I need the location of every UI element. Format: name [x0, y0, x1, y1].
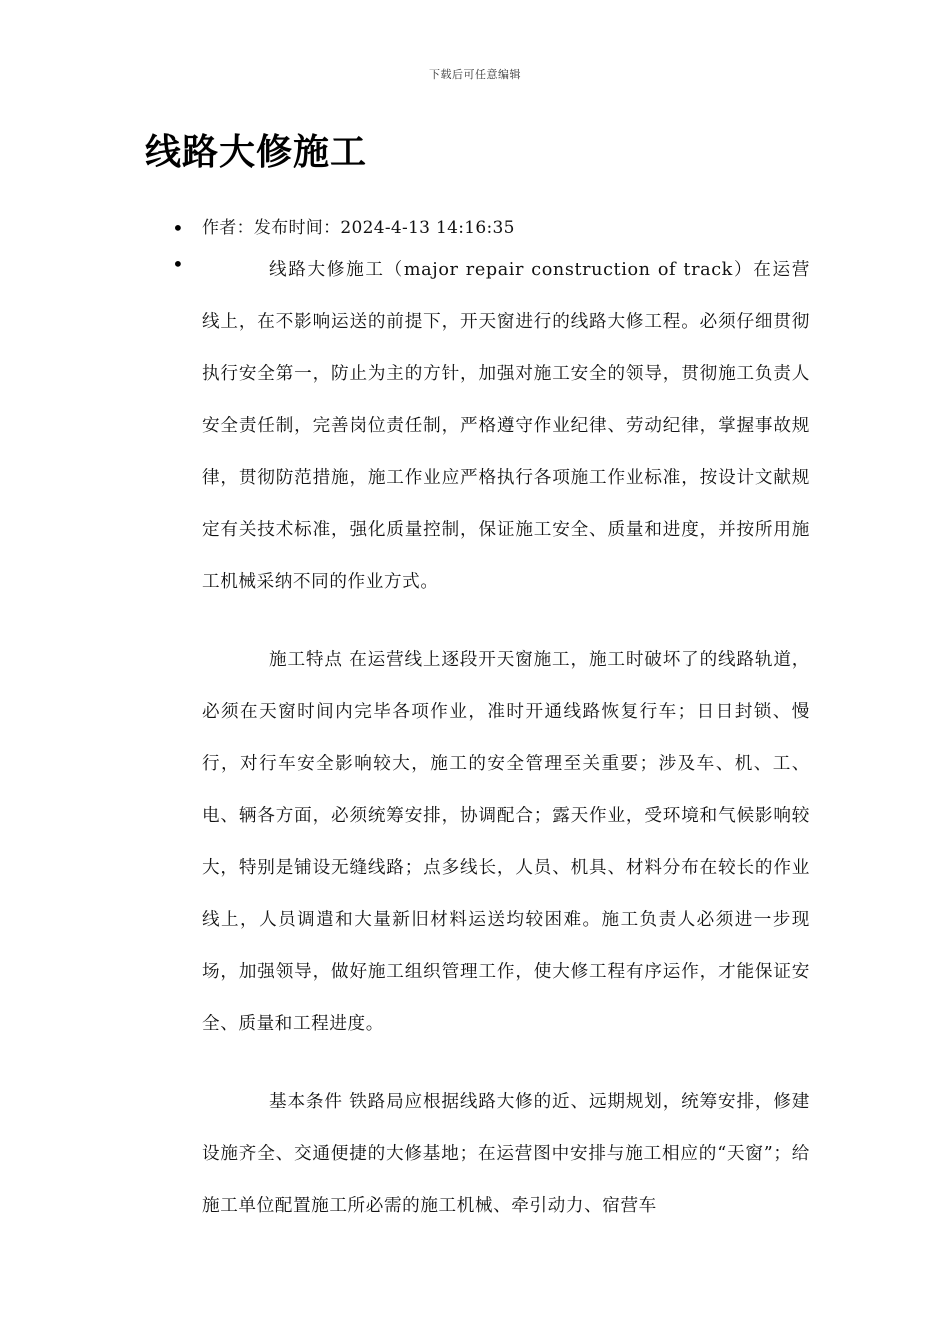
list-item-body	[170, 244, 810, 1232]
page-title: 线路大修施工	[145, 132, 368, 173]
body-paragraph-features: 施工特点 在运营线上逐段开天窗施工，施工时破坏了的线路轨道，必须在天窗时间内完毕各项作业，准时开通线路恢复行车；日日封锁、慢行，对行车安全影响较大，施工的安全管理至关重要；涉及车、机、工、电、辆各方面，必须统筹安排，协调配合；露天作业，受环境和气候影响较大，特别是铺设无缝线路；点多线长，人员、机具、材料分布在较长的作业线上，人员调遣和大量新旧材料运送均较困难。施工负责人必须进一步现场，加强领导，做好施工组织管理工作，使大修工程有序运作，才能保证安全、质量和工程进度。	[202, 650, 810, 1034]
list-item-meta	[170, 210, 810, 246]
body-paragraph-intro: 线路大修施工（major repair construction of track）在运营线上，在不影响运送的前提下，开天窗进行的线路大修工程。必须仔细贯彻执行安全第一，防止为主的方针，加强对施工安全的领导，贯彻施工负责人安全责任制，完善岗位责任制，严格遵守作业纪律、劳动纪律，掌握事故规律，贯彻防范措施，施工作业应严格执行各项施工作业标准，按设计文献规定有关技术标准，强化质量控制，保证施工安全、质量和进度，并按所用施工机械采纳不同的作业方式。	[202, 260, 810, 592]
header-note: 下载后可任意编辑	[429, 68, 521, 81]
author-publish-time: 作者：发布时间：2024-4-13 14:16:35	[202, 218, 515, 238]
bullet-icon: •	[172, 252, 184, 276]
bullet-icon: •	[172, 216, 184, 240]
content-list	[170, 210, 810, 1232]
body-paragraph-conditions: 基本条件 铁路局应根据线路大修的近、远期规划，统筹安排，修建设施齐全、交通便捷的大修基地；在运营图中安排与施工相应的“天窗”；给施工单位配置施工所必需的施工机械、牵引动力、宿营车	[202, 1092, 810, 1216]
